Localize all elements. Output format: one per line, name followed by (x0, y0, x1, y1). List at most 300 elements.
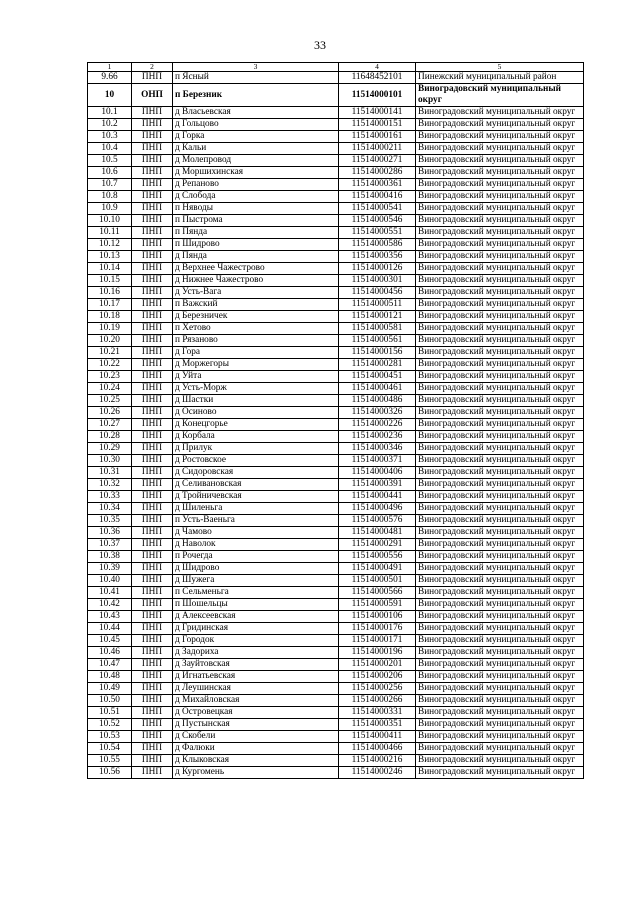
settlement-name-cell: д Моршихинская (173, 167, 339, 179)
row-number-cell: 10.42 (88, 599, 132, 611)
settlement-type-cell: ПНП (132, 623, 173, 635)
row-number-cell: 10.34 (88, 503, 132, 515)
table-row (88, 503, 584, 515)
row-number-cell: 10.24 (88, 383, 132, 395)
oktmo-code-cell: 11514000286 (339, 167, 416, 179)
oktmo-code-cell: 11514000161 (339, 131, 416, 143)
municipality-cell: Виноградовский муниципальный округ (416, 203, 584, 215)
settlement-name-cell: д Нижнее Чажестрово (173, 275, 339, 287)
municipality-cell: Виноградовский муниципальный округ (416, 215, 584, 227)
settlement-name-cell: п Рочегда (173, 551, 339, 563)
settlement-type-cell: ПНП (132, 587, 173, 599)
oktmo-code-cell: 11514000151 (339, 119, 416, 131)
municipality-cell: Виноградовский муниципальный округ (416, 755, 584, 767)
settlement-type-cell: ПНП (132, 407, 173, 419)
row-number-cell: 10.38 (88, 551, 132, 563)
municipality-cell: Пинежский муниципальный район (416, 72, 584, 84)
settlement-type-cell: ПНП (132, 563, 173, 575)
settlement-type-cell: ОНП (132, 84, 173, 107)
oktmo-code-cell: 11514000486 (339, 395, 416, 407)
settlement-type-cell: ПНП (132, 311, 173, 323)
oktmo-code-cell: 11514000246 (339, 767, 416, 779)
table-row (88, 395, 584, 407)
table-row (88, 707, 584, 719)
oktmo-code-cell: 11514000576 (339, 515, 416, 527)
oktmo-code-cell: 11514000216 (339, 755, 416, 767)
row-number-cell: 10.20 (88, 335, 132, 347)
table-row (88, 587, 584, 599)
municipality-cell: Виноградовский муниципальный округ (416, 275, 584, 287)
oktmo-code-cell: 11514000176 (339, 623, 416, 635)
table-row (88, 275, 584, 287)
row-number-cell: 10.17 (88, 299, 132, 311)
oktmo-code-cell: 11514000346 (339, 443, 416, 455)
oktmo-code-cell: 11514000196 (339, 647, 416, 659)
municipality-cell: Виноградовский муниципальный округ (416, 371, 584, 383)
table-row (88, 767, 584, 779)
table-row (88, 131, 584, 143)
settlement-type-cell: ПНП (132, 155, 173, 167)
settlement-name-cell: д Пянда (173, 251, 339, 263)
settlement-type-cell: ПНП (132, 659, 173, 671)
table-row (88, 539, 584, 551)
settlement-name-cell: п Няводы (173, 203, 339, 215)
municipality-cell: Виноградовский муниципальный округ (416, 491, 584, 503)
table-row (88, 371, 584, 383)
settlement-type-cell: ПНП (132, 707, 173, 719)
settlement-type-cell: ПНП (132, 335, 173, 347)
oktmo-code-cell: 11514000101 (339, 84, 416, 107)
table-row (88, 755, 584, 767)
oktmo-code-cell: 11514000271 (339, 155, 416, 167)
row-number-cell: 10.49 (88, 683, 132, 695)
oktmo-code-cell: 11514000126 (339, 263, 416, 275)
table-row (88, 599, 584, 611)
settlement-type-cell: ПНП (132, 419, 173, 431)
municipality-cell: Виноградовский муниципальный округ (416, 131, 584, 143)
table-row (88, 695, 584, 707)
row-number-cell: 10.54 (88, 743, 132, 755)
settlement-name-cell: п Шошельцы (173, 599, 339, 611)
oktmo-code-cell: 11514000291 (339, 539, 416, 551)
table-row (88, 383, 584, 395)
settlement-name-cell: д Клыковская (173, 755, 339, 767)
oktmo-code-cell: 11514000406 (339, 467, 416, 479)
row-number-cell: 10.19 (88, 323, 132, 335)
table-row (88, 191, 584, 203)
settlement-name-cell: д Власьевская (173, 107, 339, 119)
municipality-cell: Виноградовский муниципальный округ (416, 647, 584, 659)
settlement-name-cell: п Хетово (173, 323, 339, 335)
settlement-type-cell: ПНП (132, 611, 173, 623)
oktmo-code-cell: 11514000391 (339, 479, 416, 491)
table-row (88, 203, 584, 215)
oktmo-code-cell: 11514000301 (339, 275, 416, 287)
row-number-cell: 10.37 (88, 539, 132, 551)
oktmo-code-cell: 11514000331 (339, 707, 416, 719)
table-row (88, 743, 584, 755)
column-number-row (88, 63, 584, 72)
table-row (88, 107, 584, 119)
settlement-name-cell: д Усть-Вага (173, 287, 339, 299)
municipality-cell: Виноградовский муниципальный округ (416, 443, 584, 455)
row-number-cell: 10.56 (88, 767, 132, 779)
table-row (88, 407, 584, 419)
settlement-type-cell: ПНП (132, 299, 173, 311)
table-row (88, 731, 584, 743)
table-row (88, 143, 584, 155)
oktmo-code-cell: 11514000451 (339, 371, 416, 383)
municipality-cell: Виноградовский муниципальный округ (416, 539, 584, 551)
settlement-name-cell: д Тройничевская (173, 491, 339, 503)
settlement-type-cell: ПНП (132, 743, 173, 755)
municipality-cell: Виноградовский муниципальный округ (416, 84, 584, 107)
oktmo-code-cell: 11514000591 (339, 599, 416, 611)
municipality-cell: Виноградовский муниципальный округ (416, 143, 584, 155)
oktmo-code-cell: 11514000456 (339, 287, 416, 299)
municipality-cell: Виноградовский муниципальный округ (416, 239, 584, 251)
settlement-type-cell: ПНП (132, 167, 173, 179)
municipality-cell: Виноградовский муниципальный округ (416, 119, 584, 131)
settlement-name-cell: д Молепровод (173, 155, 339, 167)
row-number-cell: 10.43 (88, 611, 132, 623)
oktmo-code-cell: 11514000121 (339, 311, 416, 323)
row-number-cell: 10.26 (88, 407, 132, 419)
row-number-cell: 10.4 (88, 143, 132, 155)
oktmo-code-cell: 11514000541 (339, 203, 416, 215)
settlement-type-cell: ПНП (132, 599, 173, 611)
oktmo-code-cell: 11514000156 (339, 347, 416, 359)
settlement-type-cell: ПНП (132, 287, 173, 299)
table-row (88, 467, 584, 479)
settlement-name-cell: п Сельменьга (173, 587, 339, 599)
municipality-cell: Виноградовский муниципальный округ (416, 179, 584, 191)
settlement-type-cell: ПНП (132, 647, 173, 659)
municipality-cell: Виноградовский муниципальный округ (416, 107, 584, 119)
table-row (88, 287, 584, 299)
municipality-cell: Виноградовский муниципальный округ (416, 563, 584, 575)
settlement-type-cell: ПНП (132, 371, 173, 383)
oktmo-code-cell: 11514000236 (339, 431, 416, 443)
table-row (88, 671, 584, 683)
row-number-cell: 10.52 (88, 719, 132, 731)
row-number-cell: 10.8 (88, 191, 132, 203)
settlement-name-cell: д Фалюки (173, 743, 339, 755)
municipality-cell: Виноградовский муниципальный округ (416, 671, 584, 683)
oktmo-code-cell: 11514000466 (339, 743, 416, 755)
settlement-type-cell: ПНП (132, 527, 173, 539)
table-row (88, 575, 584, 587)
settlement-name-cell: д Шужега (173, 575, 339, 587)
row-number-cell: 10.2 (88, 119, 132, 131)
table-row (88, 635, 584, 647)
row-number-cell: 9.66 (88, 72, 132, 84)
table-row (88, 455, 584, 467)
column-number: 1 (88, 63, 132, 72)
row-number-cell: 10.53 (88, 731, 132, 743)
row-number-cell: 10.31 (88, 467, 132, 479)
settlement-type-cell: ПНП (132, 131, 173, 143)
settlement-type-cell: ПНП (132, 191, 173, 203)
municipality-cell: Виноградовский муниципальный округ (416, 479, 584, 491)
municipality-cell: Виноградовский муниципальный округ (416, 395, 584, 407)
settlement-name-cell: д Кальи (173, 143, 339, 155)
settlement-name-cell: д Пустынская (173, 719, 339, 731)
row-number-cell: 10.33 (88, 491, 132, 503)
municipality-cell: Виноградовский муниципальный округ (416, 707, 584, 719)
row-number-cell: 10.48 (88, 671, 132, 683)
row-number-cell: 10.47 (88, 659, 132, 671)
oktmo-code-cell: 11514000556 (339, 551, 416, 563)
municipality-cell: Виноградовский муниципальный округ (416, 743, 584, 755)
settlement-name-cell: д Корбала (173, 431, 339, 443)
settlement-name-cell: д Ростовское (173, 455, 339, 467)
settlement-name-cell: п Пыстрома (173, 215, 339, 227)
municipality-cell: Виноградовский муниципальный округ (416, 515, 584, 527)
settlement-type-cell: ПНП (132, 72, 173, 84)
row-number-cell: 10.5 (88, 155, 132, 167)
settlement-type-cell: ПНП (132, 215, 173, 227)
settlement-type-cell: ПНП (132, 455, 173, 467)
settlement-type-cell: ПНП (132, 695, 173, 707)
table-row (88, 119, 584, 131)
municipality-cell: Виноградовский муниципальный округ (416, 155, 584, 167)
oktmo-code-cell: 11514000551 (339, 227, 416, 239)
settlement-name-cell: д Городок (173, 635, 339, 647)
municipality-cell: Виноградовский муниципальный округ (416, 719, 584, 731)
oktmo-code-cell: 11514000411 (339, 731, 416, 743)
row-number-cell: 10.29 (88, 443, 132, 455)
row-number-cell: 10.14 (88, 263, 132, 275)
settlement-name-cell: д Гольцово (173, 119, 339, 131)
table-row (88, 347, 584, 359)
row-number-cell: 10.28 (88, 431, 132, 443)
settlement-name-cell: д Островецкая (173, 707, 339, 719)
settlements-table (87, 62, 584, 779)
settlement-name-cell: д Наволок (173, 539, 339, 551)
oktmo-code-cell: 11514000586 (339, 239, 416, 251)
oktmo-code-cell: 11514000106 (339, 611, 416, 623)
table-row (88, 443, 584, 455)
settlement-name-cell: д Зауйтовская (173, 659, 339, 671)
row-number-cell: 10.39 (88, 563, 132, 575)
oktmo-code-cell: 11514000256 (339, 683, 416, 695)
settlement-name-cell: д Верхнее Чажестрово (173, 263, 339, 275)
settlement-type-cell: ПНП (132, 431, 173, 443)
settlement-name-cell: п Пянда (173, 227, 339, 239)
municipality-cell: Виноградовский муниципальный округ (416, 347, 584, 359)
settlement-type-cell: ПНП (132, 119, 173, 131)
settlement-type-cell: ПНП (132, 383, 173, 395)
row-number-cell: 10.44 (88, 623, 132, 635)
settlement-name-cell: д Гридинская (173, 623, 339, 635)
settlement-type-cell: ПНП (132, 347, 173, 359)
settlement-type-cell: ПНП (132, 575, 173, 587)
row-number-cell: 10.3 (88, 131, 132, 143)
table-row (88, 563, 584, 575)
municipality-cell: Виноградовский муниципальный округ (416, 299, 584, 311)
settlement-name-cell: д Усть-Морж (173, 383, 339, 395)
row-number-cell: 10.32 (88, 479, 132, 491)
oktmo-code-cell: 11514000416 (339, 191, 416, 203)
settlement-type-cell: ПНП (132, 539, 173, 551)
settlement-type-cell: ПНП (132, 719, 173, 731)
table-row (88, 311, 584, 323)
municipality-cell: Виноградовский муниципальный округ (416, 635, 584, 647)
row-number-cell: 10.23 (88, 371, 132, 383)
column-number: 5 (416, 63, 584, 72)
municipality-cell: Виноградовский муниципальный округ (416, 323, 584, 335)
settlement-name-cell: д Осиново (173, 407, 339, 419)
row-number-cell: 10.12 (88, 239, 132, 251)
settlement-type-cell: ПНП (132, 671, 173, 683)
table-row (88, 179, 584, 191)
settlement-name-cell: п Ясный (173, 72, 339, 84)
oktmo-code-cell: 11514000441 (339, 491, 416, 503)
column-number: 4 (339, 63, 416, 72)
oktmo-code-cell: 11514000361 (339, 179, 416, 191)
table-row (88, 84, 584, 107)
municipality-cell: Виноградовский муниципальный округ (416, 683, 584, 695)
table-row (88, 72, 584, 84)
settlement-type-cell: ПНП (132, 359, 173, 371)
settlement-type-cell: ПНП (132, 227, 173, 239)
column-number: 3 (173, 63, 339, 72)
row-number-cell: 10.30 (88, 455, 132, 467)
municipality-cell: Виноградовский муниципальный округ (416, 311, 584, 323)
municipality-cell: Виноградовский муниципальный округ (416, 623, 584, 635)
settlement-type-cell: ПНП (132, 107, 173, 119)
oktmo-code-cell: 11514000266 (339, 695, 416, 707)
settlement-name-cell: д Михайловская (173, 695, 339, 707)
table-row (88, 323, 584, 335)
table-row (88, 491, 584, 503)
settlement-type-cell: ПНП (132, 635, 173, 647)
settlement-name-cell: д Селивановская (173, 479, 339, 491)
settlement-type-cell: ПНП (132, 491, 173, 503)
oktmo-code-cell: 11514000141 (339, 107, 416, 119)
page-number: 33 (314, 38, 326, 52)
municipality-cell: Виноградовский муниципальный округ (416, 359, 584, 371)
oktmo-code-cell: 11514000326 (339, 407, 416, 419)
municipality-cell: Виноградовский муниципальный округ (416, 503, 584, 515)
municipality-cell: Виноградовский муниципальный округ (416, 551, 584, 563)
settlement-name-cell: д Моржегоры (173, 359, 339, 371)
municipality-cell: Виноградовский муниципальный округ (416, 263, 584, 275)
settlement-type-cell: ПНП (132, 263, 173, 275)
municipality-cell: Виноградовский муниципальный округ (416, 587, 584, 599)
oktmo-code-cell: 11514000561 (339, 335, 416, 347)
oktmo-code-cell: 11514000356 (339, 251, 416, 263)
table-row (88, 227, 584, 239)
settlement-type-cell: ПНП (132, 275, 173, 287)
settlement-type-cell: ПНП (132, 479, 173, 491)
row-number-cell: 10.11 (88, 227, 132, 239)
table-row (88, 167, 584, 179)
oktmo-code-cell: 11514000501 (339, 575, 416, 587)
oktmo-code-cell: 11514000206 (339, 671, 416, 683)
municipality-cell: Виноградовский муниципальный округ (416, 467, 584, 479)
settlement-name-cell: д Шиленьга (173, 503, 339, 515)
row-number-cell: 10.40 (88, 575, 132, 587)
settlement-name-cell: д Горка (173, 131, 339, 143)
municipality-cell: Виноградовский муниципальный округ (416, 287, 584, 299)
row-number-cell: 10.45 (88, 635, 132, 647)
settlement-name-cell: д Игнатьевская (173, 671, 339, 683)
settlement-type-cell: ПНП (132, 515, 173, 527)
row-number-cell: 10.50 (88, 695, 132, 707)
settlement-type-cell: ПНП (132, 239, 173, 251)
municipality-cell: Виноградовский муниципальный округ (416, 767, 584, 779)
oktmo-code-cell: 11514000201 (339, 659, 416, 671)
settlement-type-cell: ПНП (132, 683, 173, 695)
settlement-type-cell: ПНП (132, 203, 173, 215)
settlement-name-cell: п Березник (173, 84, 339, 107)
table-row (88, 335, 584, 347)
oktmo-code-cell: 11514000351 (339, 719, 416, 731)
row-number-cell: 10.16 (88, 287, 132, 299)
table-row (88, 239, 584, 251)
row-number-cell: 10.9 (88, 203, 132, 215)
settlement-name-cell: д Шастки (173, 395, 339, 407)
settlement-type-cell: ПНП (132, 143, 173, 155)
row-number-cell: 10.13 (88, 251, 132, 263)
table-row (88, 551, 584, 563)
row-number-cell: 10.1 (88, 107, 132, 119)
oktmo-code-cell: 11514000511 (339, 299, 416, 311)
municipality-cell: Виноградовский муниципальный округ (416, 659, 584, 671)
oktmo-code-cell: 11648452101 (339, 72, 416, 84)
settlement-name-cell: д Березничек (173, 311, 339, 323)
settlement-name-cell: д Репаново (173, 179, 339, 191)
table-row (88, 611, 584, 623)
settlement-type-cell: ПНП (132, 755, 173, 767)
municipality-cell: Виноградовский муниципальный округ (416, 455, 584, 467)
municipality-cell: Виноградовский муниципальный округ (416, 383, 584, 395)
settlement-name-cell: д Сидоровская (173, 467, 339, 479)
settlement-type-cell: ПНП (132, 323, 173, 335)
municipality-cell: Виноградовский муниципальный округ (416, 335, 584, 347)
oktmo-code-cell: 11514000491 (339, 563, 416, 575)
table-row (88, 299, 584, 311)
column-number: 2 (132, 63, 173, 72)
row-number-cell: 10.27 (88, 419, 132, 431)
municipality-cell: Виноградовский муниципальный округ (416, 251, 584, 263)
table-row (88, 479, 584, 491)
settlement-type-cell: ПНП (132, 251, 173, 263)
row-number-cell: 10.55 (88, 755, 132, 767)
oktmo-code-cell: 11514000171 (339, 635, 416, 647)
oktmo-code-cell: 11514000496 (339, 503, 416, 515)
settlement-name-cell: д Задориха (173, 647, 339, 659)
table-row (88, 431, 584, 443)
settlement-name-cell: п Шидрово (173, 239, 339, 251)
settlement-name-cell: д Прилук (173, 443, 339, 455)
table-row (88, 719, 584, 731)
municipality-cell: Виноградовский муниципальный округ (416, 611, 584, 623)
municipality-cell: Виноградовский муниципальный округ (416, 419, 584, 431)
settlement-name-cell: д Леушинская (173, 683, 339, 695)
table-row (88, 215, 584, 227)
settlement-name-cell: д Слобода (173, 191, 339, 203)
oktmo-code-cell: 11514000581 (339, 323, 416, 335)
municipality-cell: Виноградовский муниципальный округ (416, 527, 584, 539)
table-row (88, 623, 584, 635)
settlement-name-cell: д Гора (173, 347, 339, 359)
table-row (88, 263, 584, 275)
settlement-name-cell: д Уйта (173, 371, 339, 383)
municipality-cell: Виноградовский муниципальный округ (416, 191, 584, 203)
